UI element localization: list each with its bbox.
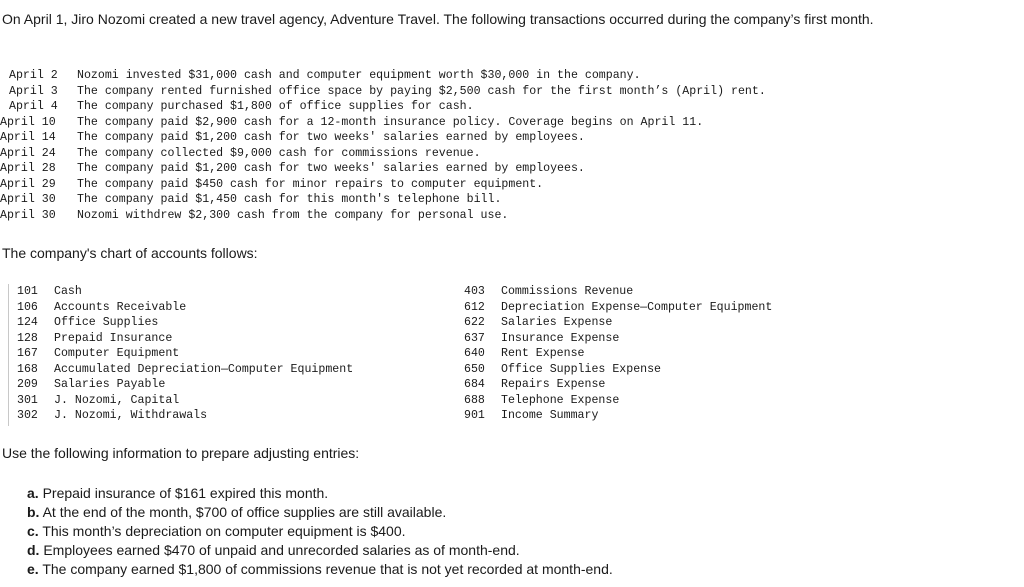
chart-of-accounts [8,284,939,426]
adjustment-item [27,484,613,503]
adjustment-text: At the end of the month, $700 of office supplies are still available. [42,504,447,520]
account-name: Salaries Payable [54,378,166,391]
transaction-row [0,177,766,193]
adjustment-letter: a. [27,485,39,501]
account-row [464,284,772,300]
account-number: 106 [17,300,38,314]
account-number: 688 [464,393,485,407]
account-number: 403 [464,285,485,298]
transaction-text: The company collected $9,000 cash for commissions revenue. [77,146,481,160]
transaction-date: April 4 [9,100,58,113]
adjustment-text: The company earned $1,800 of commissions revenue that is not yet recorded at month-end. [42,561,613,577]
transaction-row [0,130,766,146]
account-name: Office Supplies [54,316,159,329]
account-row [464,300,772,316]
adjustment-item [27,560,613,579]
transaction-date: April 2 [9,69,58,82]
adjustment-text: Prepaid insurance of $161 expired this month. [42,485,329,501]
account-row [17,393,353,409]
account-row [464,377,772,393]
transaction-row [0,99,766,115]
account-row [17,362,353,378]
transaction-date: April 30 [0,193,56,206]
account-name: Salaries Expense [501,316,613,329]
adjustment-item [27,541,613,560]
account-name: Income Summary [501,409,599,422]
account-name: Depreciation Expense—Computer Equipment [501,300,773,314]
account-row [17,284,353,300]
adjustment-letter: c. [27,523,39,539]
account-name: Accounts Receivable [54,300,187,314]
transaction-text: The company paid $1,200 cash for two weeks' salaries earned by employees. [77,162,585,175]
account-row [464,393,772,409]
transaction-date: April 3 [9,84,58,98]
account-number: 168 [17,362,38,376]
transaction-text: Nozomi withdrew $2,300 cash from the company for personal use. [77,208,509,222]
account-row [464,346,772,362]
account-number: 167 [17,347,38,360]
adjustment-letter: e. [27,561,39,577]
account-row [17,331,353,347]
account-number: 612 [464,300,485,314]
account-row [17,377,353,393]
transaction-date: April 28 [0,162,56,175]
adjustment-item [27,503,613,522]
transaction-text: The company paid $450 cash for minor repairs to computer equipment. [77,177,544,191]
transaction-date: April 29 [0,177,56,191]
account-row [17,408,353,424]
intro-paragraph: On April 1, Jiro Nozomi created a new travel agency, Adventure Travel. The following transactions occurred during the company’s first month. [2,11,874,27]
transaction-text: The company rented furnished office space by paying $2,500 cash for the first month’s (April) rent. [77,84,766,98]
account-row [17,315,353,331]
adjustment-letter: d. [27,542,40,558]
adjustment-letter: b. [27,504,40,520]
transaction-date: April 24 [0,146,56,160]
chart-of-accounts-heading: The company's chart of accounts follows: [2,245,258,261]
account-name: Computer Equipment [54,347,180,360]
account-row [464,315,772,331]
account-number: 124 [17,316,38,329]
account-name: Prepaid Insurance [54,331,173,345]
account-name: J. Nozomi, Withdrawals [54,409,208,422]
account-number: 128 [17,331,38,345]
accounts-column-right [464,284,772,424]
adjustment-text: Employees earned $470 of unpaid and unrecorded salaries as of month-end. [43,542,520,558]
transaction-date: April 10 [0,115,56,129]
account-number: 650 [464,362,485,376]
account-row [464,362,772,378]
adjustments-list [27,484,613,579]
account-number: 301 [17,393,38,407]
account-row [464,331,772,347]
account-number: 901 [464,409,485,422]
transaction-date: April 30 [0,208,56,222]
transaction-text: The company purchased $1,800 of office supplies for cash. [77,100,474,113]
account-number: 684 [464,378,485,391]
account-row [464,408,772,424]
adjustment-item [27,522,613,541]
account-number: 302 [17,409,38,422]
transaction-text: The company paid $1,200 cash for two weeks' salaries earned by employees. [77,131,585,144]
account-name: Telephone Expense [501,393,620,407]
transaction-row [0,192,766,208]
adjustment-text: This month’s depreciation on computer equipment is $400. [42,523,406,539]
account-name: Rent Expense [501,347,585,360]
account-name: Accumulated Depreciation—Computer Equipment [54,362,354,376]
transaction-row [0,208,766,224]
account-name: Office Supplies Expense [501,362,662,376]
account-row [17,346,353,362]
transaction-text: The company paid $1,450 cash for this month's telephone bill. [77,193,502,206]
account-name: Commissions Revenue [501,285,634,298]
account-number: 622 [464,316,485,329]
transactions-list [0,68,766,223]
transaction-row [0,84,766,100]
accounts-column-left [17,284,353,424]
account-number: 640 [464,347,485,360]
transaction-text: Nozomi invested $31,000 cash and computer equipment worth $30,000 in the company. [77,69,641,82]
account-name: Cash [54,285,82,298]
account-number: 209 [17,378,38,391]
adjustments-heading: Use the following information to prepare adjusting entries: [2,445,360,461]
account-number: 101 [17,285,38,298]
transaction-row [0,68,766,84]
account-name: Insurance Expense [501,331,620,345]
transaction-row [0,115,766,131]
transaction-row [0,161,766,177]
account-row [17,300,353,316]
account-number: 637 [464,331,485,345]
account-name: J. Nozomi, Capital [54,393,180,407]
transaction-text: The company paid $2,900 cash for a 12-month insurance policy. Coverage begins on April 11. [77,115,704,129]
transaction-date: April 14 [0,131,56,144]
transaction-row [0,146,766,162]
account-name: Repairs Expense [501,378,606,391]
